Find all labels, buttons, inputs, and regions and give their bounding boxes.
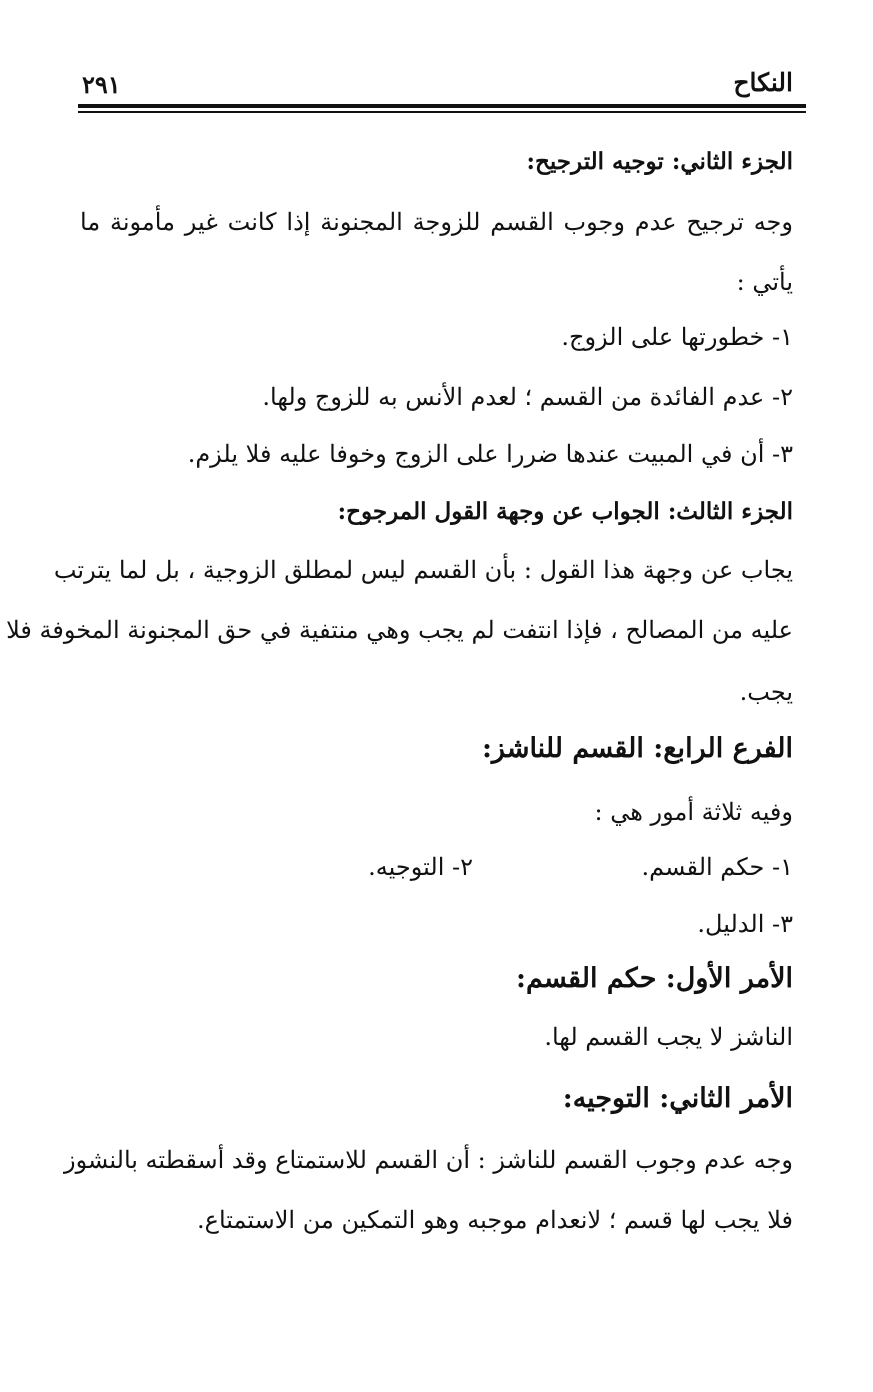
subsection-heading-branch-four: الفرع الرابع: القسم للناشز: bbox=[481, 733, 793, 764]
header-rule-thick bbox=[78, 104, 806, 108]
paragraph-line: يجب. bbox=[739, 678, 793, 706]
paragraph-line: يجاب عن وجهة هذا القول : بأن القسم ليس لمطلق الزوجية ، بل لما يترتب bbox=[53, 556, 793, 584]
header-rule-thin bbox=[78, 111, 806, 113]
list-item: ١- حكم القسم. bbox=[641, 853, 793, 881]
list-item: ٣- أن في المبيت عندها ضررا على الزوج وخوفا عليه فلا يلزم. bbox=[187, 440, 793, 468]
paragraph-line: وجه عدم وجوب القسم للناشز : أن القسم للاستمتاع وقد أسقطته بالنشوز bbox=[63, 1146, 793, 1174]
paragraph-line: وجه ترجيح عدم وجوب القسم للزوجة المجنونة إذا كانت غير مأمونة ما bbox=[80, 208, 793, 236]
paragraph-line: فلا يجب لها قسم ؛ لانعدام موجبه وهو التمكين من الاستمتاع. bbox=[197, 1206, 793, 1234]
list-item: ٢- التوجيه. bbox=[368, 853, 473, 881]
list-item: ٣- الدليل. bbox=[697, 910, 793, 938]
section-heading-part-two: الجزء الثاني: توجيه الترجيح: bbox=[526, 148, 793, 175]
page-number: ٢٩١ bbox=[82, 70, 121, 99]
section-heading-first-matter: الأمر الأول: حكم القسم: bbox=[516, 963, 793, 994]
paragraph-line: عليه من المصالح ، فإذا انتفت لم يجب وهي منتفية في حق المجنونة المخوفة فلا bbox=[6, 616, 793, 644]
section-heading-part-three: الجزء الثالث: الجواب عن وجهة القول المرجوح: bbox=[337, 498, 793, 525]
list-item: ٢- عدم الفائدة من القسم ؛ لعدم الأنس به للزوج ولها. bbox=[262, 383, 793, 411]
list-item: ١- خطورتها على الزوج. bbox=[561, 323, 793, 351]
paragraph-line: وفيه ثلاثة أمور هي : bbox=[594, 798, 793, 826]
paragraph-line: الناشز لا يجب القسم لها. bbox=[544, 1023, 793, 1051]
paragraph-line: يأتي : bbox=[736, 268, 793, 296]
running-header-title: النكاح bbox=[733, 68, 793, 97]
section-heading-second-matter: الأمر الثاني: التوجيه: bbox=[562, 1083, 793, 1114]
